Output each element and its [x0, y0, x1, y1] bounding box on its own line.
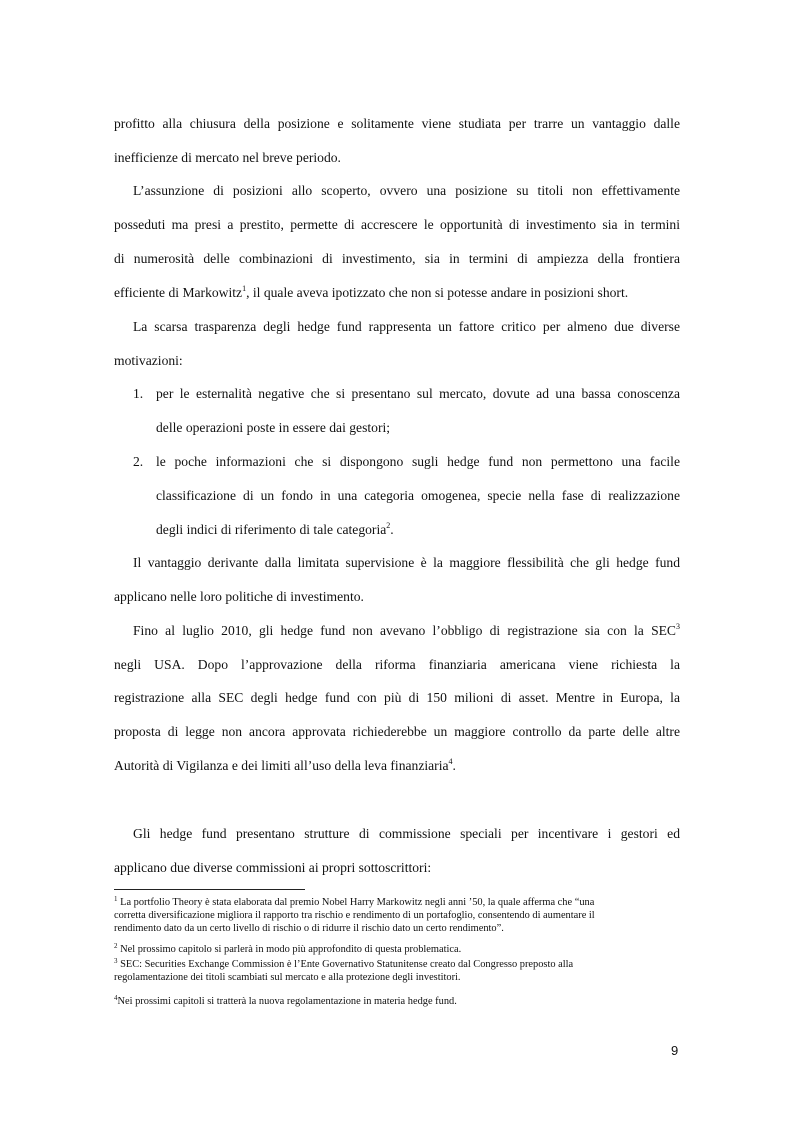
body-line: applicano due diverse commissioni ai propri sottoscrittori:: [114, 860, 432, 875]
footnote-mark: 2: [114, 942, 118, 950]
list-line: degli indici di riferimento di tale categoria$^2$.: [156, 521, 394, 537]
footnote-ref[interactable]: 2: [386, 521, 391, 530]
footnote-line: $^1$ La portfolio Theory è stata elaborata dal premio Nobel Harry Markowitz negli anni ’50, la quale afferma che “una: [114, 895, 595, 908]
body-line: efficiente di Markowitz$^1$, il quale aveva ipotizzato che non si potesse andare in posizioni short.: [114, 284, 629, 300]
list-line: classificazione di un fondo in una categoria omogenea, specie nella fase di realizzazione: [156, 488, 680, 503]
body-line: Autorità di Vigilanza e dei limiti all’uso della leva finanziaria$^4$.: [114, 757, 456, 773]
body-line: proposta di legge non ancora approvata richiederebbe un maggiore controllo da parte delle altre: [114, 724, 680, 739]
list-number: 2.: [133, 454, 144, 469]
body-line: di numerosità delle combinazioni di investimento, sia in termini di ampiezza della frontiera: [114, 251, 680, 266]
footnote-line: $^4$Nei prossimi capitoli si tratterà la nuova regolamentazione in materia hedge fund.: [114, 994, 457, 1007]
footnote-line: $^3$ SEC: Securities Exchange Commission è l’Ente Governativo Statunitense creato dal Congresso preposto alla: [114, 957, 574, 970]
body-line: Il vantaggio derivante dalla limitata supervisione è la maggiore flessibilità che gli hedge fund: [133, 555, 680, 570]
footnote-ref[interactable]: 3: [676, 622, 680, 631]
footnote-line: $^2$ Nel prossimo capitolo si parlerà in modo più approfondito di questa problematica.: [114, 942, 462, 955]
body-line: inefficienze di mercato nel breve periodo.: [114, 150, 341, 165]
footnote-line: regolamentazione dei titoli scambiati sul mercato e alla protezione degli investitori.: [114, 972, 461, 983]
body-line: posseduti ma presi a prestito, permette di accrescere le opportunità di investimento sia in termini: [114, 217, 680, 232]
list-number: 1.: [133, 386, 144, 401]
body-line: registrazione alla SEC degli hedge fund con più di 150 milioni di asset. Mentre in Europa, la: [114, 690, 680, 705]
page-number: 9: [671, 1043, 679, 1058]
body-line: L’assunzione di posizioni allo scoperto, ovvero una posizione su titoli non effettivamente: [133, 183, 680, 198]
body-line: Fino al luglio 2010, gli hedge fund non avevano l’obbligo di registrazione sia con la SEC$^3$: [133, 622, 680, 638]
list-line: per le esternalità negative che si presentano sul mercato, dovute ad una bassa conoscenza: [156, 386, 680, 401]
body-line: profitto alla chiusura della posizione e solitamente viene studiata per trarre un vantaggio dalle: [114, 116, 680, 131]
body-line: motivazioni:: [114, 353, 183, 368]
body-line: applicano nelle loro politiche di investimento.: [114, 589, 364, 604]
footnote-line: corretta diversificazione migliora il rapporto tra rischio e rendimento di un portafoglio, consentendo di aumentare il: [114, 910, 595, 921]
footnote-ref[interactable]: 1: [242, 284, 247, 293]
body-line: La scarsa trasparenza degli hedge fund rappresenta un fattore critico per almeno due diverse: [133, 319, 680, 334]
footnote-mark: 1: [114, 895, 118, 903]
footnote-mark: 3: [114, 957, 118, 965]
list-line: le poche informazioni che si dispongono sugli hedge fund non permettono una facile: [156, 454, 680, 469]
body-line: Gli hedge fund presentano strutture di commissione speciali per incentivare i gestori ed: [133, 826, 680, 841]
list-line: delle operazioni poste in essere dai gestori;: [156, 420, 391, 435]
footnote-separator: [114, 889, 305, 890]
footnote-ref[interactable]: 4: [448, 757, 453, 766]
footnote-line: rendimento dato da un certo livello di rischio o di ridurre il rischio dato un certo rendimento”.: [114, 923, 504, 934]
body-line: negli USA. Dopo l’approvazione della riforma finanziaria americana viene richiesta la: [114, 657, 680, 672]
footnote-mark: 4: [114, 994, 118, 1002]
